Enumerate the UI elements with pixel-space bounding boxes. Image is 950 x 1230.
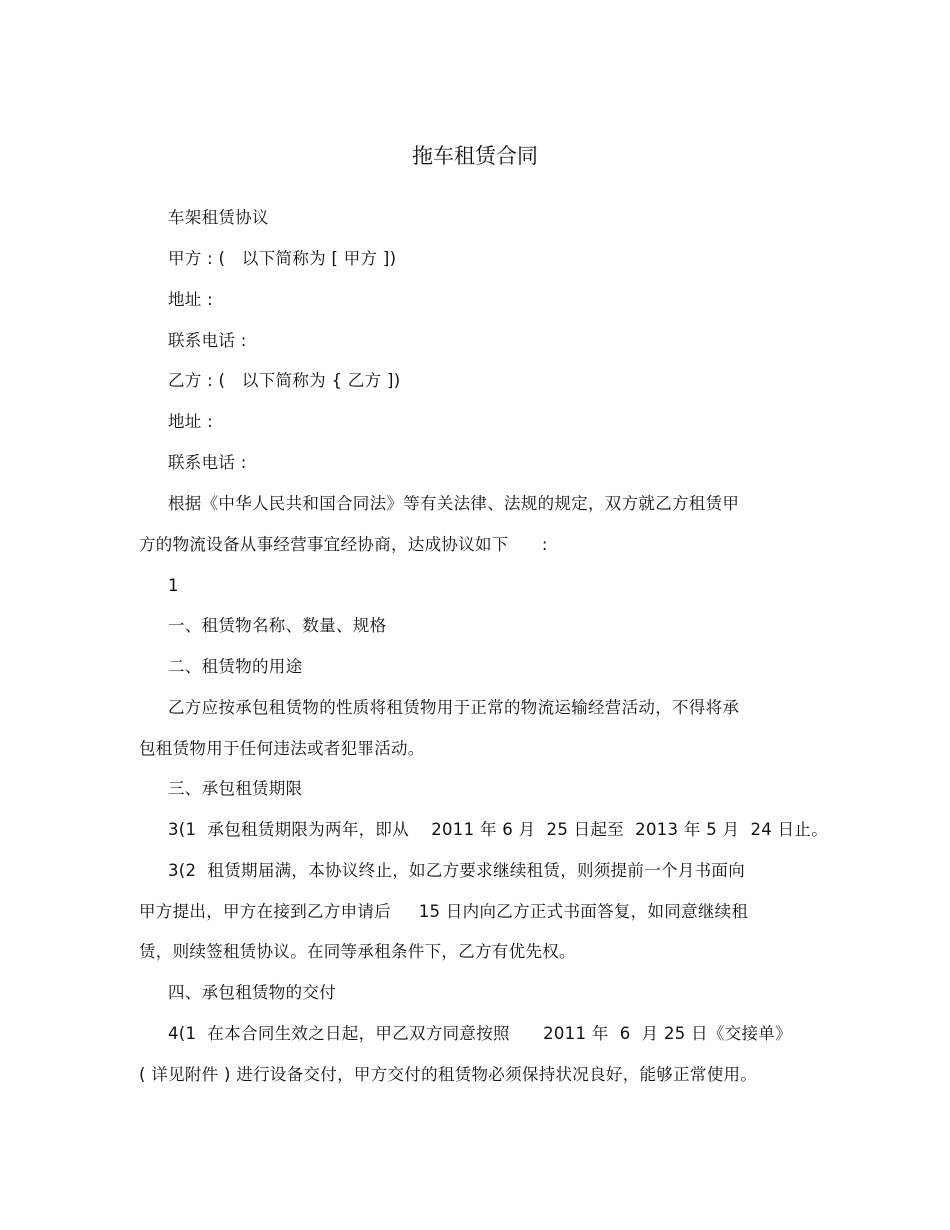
document-title: 拖车租赁合同 [412,144,538,168]
party-b-phone: 联系电话 : [168,453,247,472]
party-a-address: 地址 : [168,290,214,309]
section-heading: 四、承包租赁物的交付 [168,983,336,1002]
paragraph-line: 赁，则续签租赁协议。在同等承租条件下，乙方有优先权。 [139,942,576,961]
clause-line: 4(1 在本合同生效之日起，甲乙双方同意按照 2011 年 6 月 25 日《交接单》 [168,1024,792,1043]
paragraph-line: 乙方应按承包租赁物的性质将租赁物用于正常的物流运输经营活动，不得将承 [168,698,740,717]
clause-line: 3(1 承包租赁期限为两年，即从 2011 年 6 月 25 日起至 2013 年 5 月 24 日止。 [168,820,828,839]
section-heading: 车架租赁协议 [168,208,269,227]
page-number: 1 [168,576,179,595]
paragraph-line: 包租赁物用于任何违法或者犯罪活动。 [139,739,425,758]
party-b-address: 地址 : [168,412,214,431]
party-a-line: 甲方 : ( 以下简称为 [ 甲方 ]) [168,249,397,268]
paragraph-line: 甲方提出，甲方在接到乙方申请后 15 日内向乙方正式书面答复，如同意继续租 [139,902,749,921]
section-heading: 三、承包租赁期限 [168,779,303,798]
paragraph-line: 根据《中华人民共和国合同法》等有关法律、法规的规定，双方就乙方租赁甲 [168,494,740,513]
section-heading: 二、租赁物的用途 [168,657,303,676]
paragraph-line: ( 详见附件 ) 进行设备交付，甲方交付的租赁物必须保持状况良好，能够正常使用。 [139,1065,758,1084]
party-b-line: 乙方 : ( 以下简称为 { 乙方 ]) [168,371,401,390]
paragraph-line: 方的物流设备从事经营事宜经协商，达成协议如下 : [139,535,548,554]
party-a-phone: 联系电话 : [168,331,247,350]
section-heading: 一、租赁物名称、数量、规格 [168,616,387,635]
clause-line: 3(2 租赁期届满，本协议终止，如乙方要求继续租赁，则须提前一个月书面向 [168,861,746,880]
